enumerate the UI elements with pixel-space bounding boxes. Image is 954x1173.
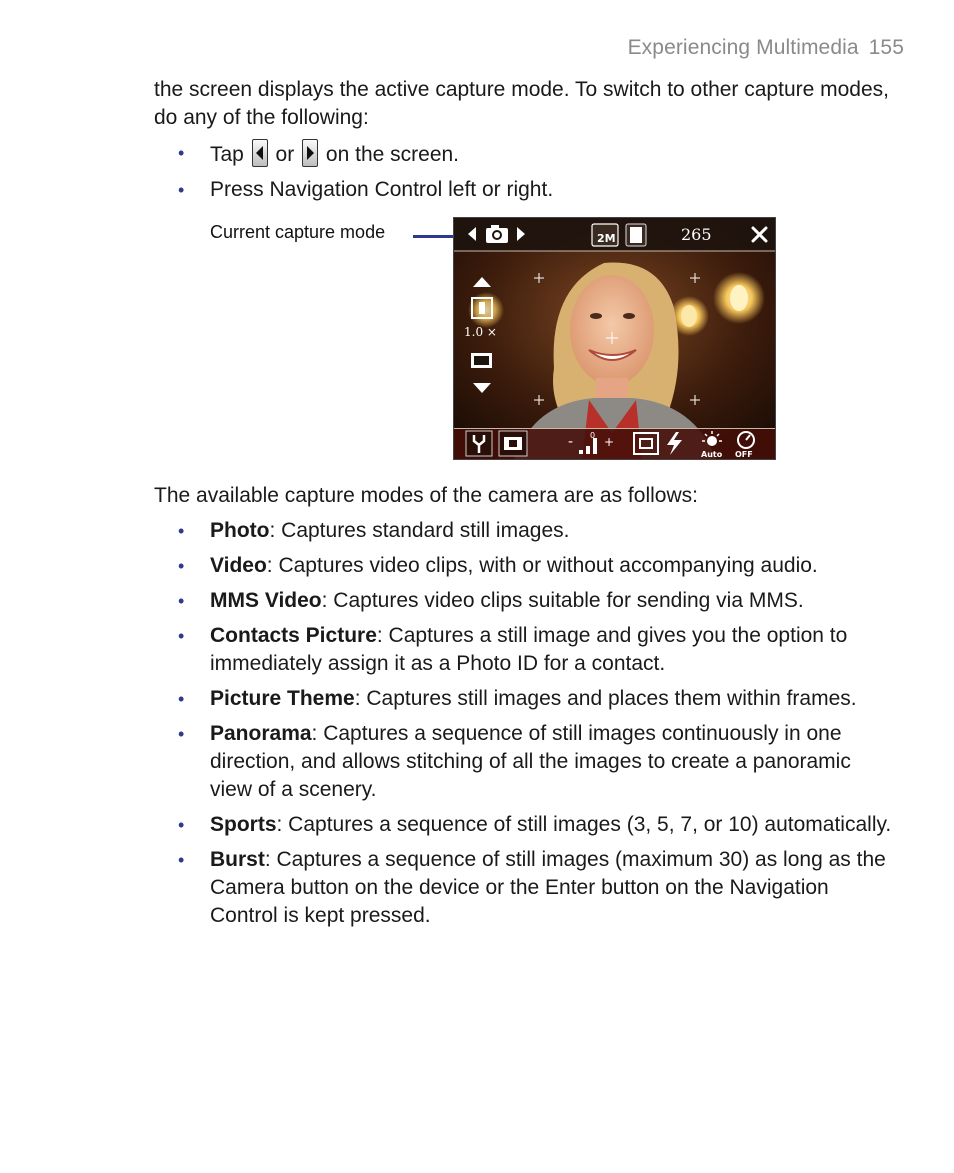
timer-off-icon[interactable] <box>735 432 754 459</box>
list-item: • Photo: Captures standard still images. <box>154 517 894 545</box>
brightness-icon[interactable] <box>568 431 614 454</box>
shots-remaining: 265 <box>681 225 712 244</box>
bullet-icon: • <box>178 689 185 709</box>
bullet-icon: • <box>178 591 185 611</box>
bullet-icon: • <box>178 180 185 200</box>
switch-steps-list <box>154 139 894 211</box>
left-arrow-icon <box>252 139 268 167</box>
zoom-up-icon[interactable] <box>473 277 491 287</box>
svg-text:Auto: Auto <box>701 450 723 459</box>
bullet-icon: • <box>178 143 185 163</box>
list-item: • Tap or on the screen. <box>154 139 894 169</box>
bullet-icon: • <box>178 850 185 870</box>
svg-text:OFF: OFF <box>735 450 753 459</box>
left-arrow-icon[interactable] <box>468 227 476 241</box>
list-item: • Sports: Captures a sequence of still images (3, 5, 7, or 10) automatically. <box>154 811 894 839</box>
svg-text:+: + <box>604 435 615 449</box>
list-item: • Picture Theme: Captures still images and places them within frames. <box>154 685 894 713</box>
memory-icon <box>471 353 492 368</box>
page-number: 155 <box>868 36 904 59</box>
callout-line <box>413 235 455 238</box>
bullet-icon: • <box>178 521 185 541</box>
tools-icon[interactable] <box>466 431 492 456</box>
running-header <box>628 36 904 60</box>
camera-icon <box>486 225 508 243</box>
capture-size-icon[interactable] <box>634 433 658 454</box>
zoom-down-icon[interactable] <box>473 383 491 393</box>
camera-screenshot <box>453 217 776 460</box>
white-balance-icon[interactable] <box>701 431 723 459</box>
right-arrow-icon <box>302 139 318 167</box>
section-title: Experiencing Multimedia <box>627 36 859 59</box>
svg-text:0: 0 <box>590 431 596 440</box>
capture-modes-list <box>154 517 894 937</box>
storage-card-icon <box>626 224 646 246</box>
bullet-icon: • <box>178 626 185 646</box>
list-item: • MMS Video: Captures video clips suitable for sending via MMS. <box>154 587 894 615</box>
list-item: • Video: Captures video clips, with or without accompanying audio. <box>154 552 894 580</box>
zoom-level: 1.0 × <box>464 325 497 339</box>
right-arrow-icon[interactable] <box>517 227 525 241</box>
list-item: • Press Navigation Control left or right. <box>154 176 894 204</box>
capture-mode-icon[interactable] <box>499 431 527 456</box>
list-item: • Burst: Captures a sequence of still images (maximum 30) as long as the Camera button on the device or the Enter button on the Navigation Control is kept pressed. <box>178 848 886 927</box>
list-item: • Contacts Picture: Captures a still image and gives you the option to immediately assign it as a Photo ID for a contact. <box>178 624 848 675</box>
close-icon[interactable] <box>753 228 766 241</box>
intro-paragraph: the screen displays the active capture mode. To switch to other capture modes, do any of the following: <box>154 78 889 129</box>
svg-text:-: - <box>568 434 574 450</box>
bullet-icon: • <box>178 556 185 576</box>
modes-intro: The available capture modes of the camera are as follows: <box>154 484 698 507</box>
bullet-icon: • <box>178 815 185 835</box>
list-item: • Panorama: Captures a sequence of still images continuously in one direction, and allows stitching of all the images to create a panoramic view of a scenery. <box>178 722 851 801</box>
self-timer-icon <box>472 298 492 318</box>
bullet-icon: • <box>178 724 185 744</box>
callout-label: Current capture mode <box>210 222 386 242</box>
resolution-label: 2M <box>597 232 616 245</box>
flash-icon[interactable] <box>667 432 682 455</box>
